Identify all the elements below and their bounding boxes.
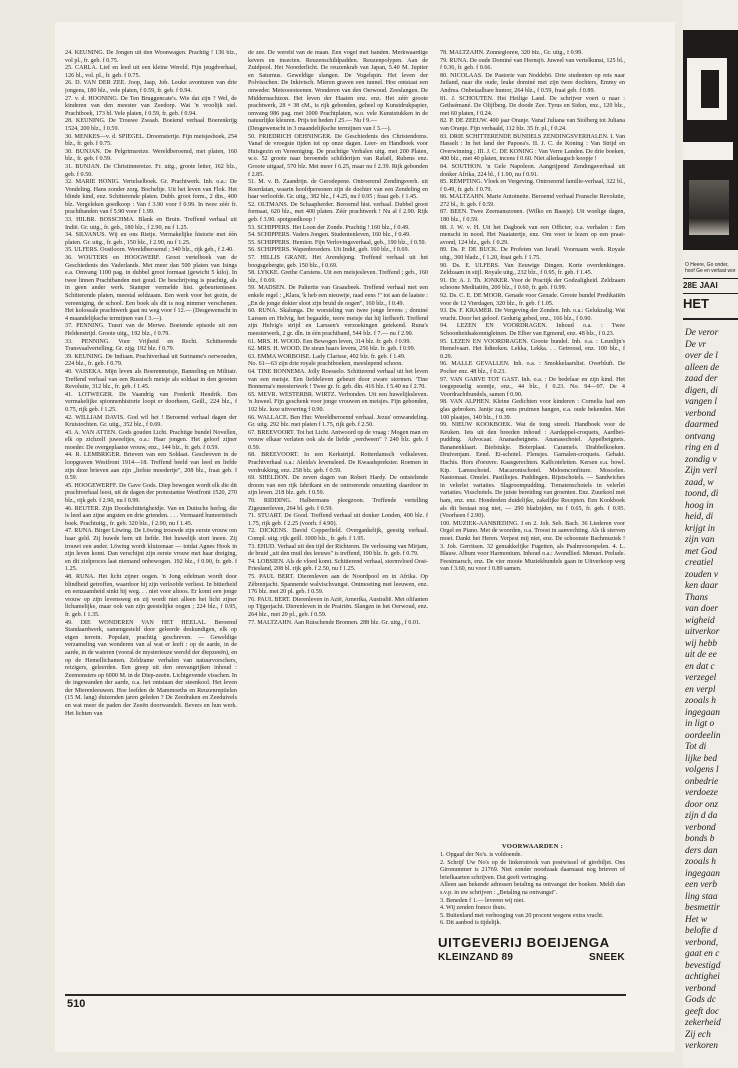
catalogue-entry: 47. RUNA. Birger Löwing. De Löwing trouwde zijn eerste vrouw om haar geld. Zij huwde hem uit liefde. Het huwelijk stort ineen. Zij trouwt een ander. Löwing wordt kluizenaar — totdat Agnes Hook in zijn leven komt. Dan verschijnt zijn eerste vrouw met haar dreiging, en dit zielproces laat niemand onbewogen. 192 blz., f 0.90, fr. geb. f 1.25. (65, 528, 237, 573)
condition-item: 6. Dit aanbod is tijdelijk. (440, 920, 502, 927)
catalogue-entry: 90. Ds. E. ULFERS. Van Eeuwige Dingen. Korte overdenkingen. Zeldzaam in stijl. Royale uitg., 232 blz., f 0.95, fr. geb. f 1.45. (440, 262, 625, 277)
catalogue-entry: 45. HOOGEWERFF. De Gave Gods. Diep bewogen wordt elk die dit prachtverhaal leest, uit de dagen der protestantse Westfront 1520, 270 blz., rijk geb. f 2.90, nu f 0.99. (65, 482, 237, 505)
condition-item: Alleen aan bekende adressen betaling na ontvangst der boeken. Meldt dan s.v.p. in uw schrijven : „Betaling na ontvangst". (440, 882, 625, 896)
adjacent-text-line: gaat en c (685, 949, 720, 959)
catalogue-entry: 79. RUNA. De oude Dominé van Hornsjö. Juweel van vertelkunst, 125 bl., f 0.36, fr. geb. f 0.66. (440, 57, 625, 72)
adjacent-text-line: oordeelin (685, 730, 721, 741)
ad-caption: O Heere, Go onder, hoof Ge en verlaat wor (685, 262, 736, 274)
catalogue-entry: 54. SCHIPPERS. Vaders Jongen. Studentenleven, 160 blz., f 0.49. (248, 232, 411, 239)
adjacent-text-line: lijke bed (685, 753, 718, 764)
ad-band (683, 142, 733, 160)
catalogue-entry: 43. A. VAN ATTEN. Gods gouden Licht. Prachtige bundel Novellen, elk op zichzelf juweeltjes, o.a.: Haar jongen. Het geloof zijner moeder. De overgeplaatse vrouw, enz., 144 blz., fr. geb. f 0.59. (65, 429, 237, 451)
catalogue-entry: 85. RÉMPTING. Vloek en Vergeving. Ontroerend familie-verhaal, 322 bl., f 0.49, fr. geb. f 0.79. (440, 179, 625, 193)
adjacent-text-line: zaad der (685, 374, 718, 384)
catalogue-entry: 73. EHUD. Verhaal uit den tijd der Richteren. De verlossing van Mirjam, de bruid „uit den muil des leeuws" is treffend, 190 blz. fr. geb. f 0.79. (248, 543, 428, 558)
adjacent-text-line: zekerheid (685, 1018, 721, 1028)
catalogue-entry: 83. DRIE SCHITTERENDE BUNDELS ZENDINGSVERHALEN. I. Van Hasselt : In het land der Papoea's. II. J. C. de Koning : Van Strijd en Overwinning ; III. J. C. DE KONING : Van Verre Landen. De drie boeken, 400 blz., met 40 platen, incens f 0.60. Niet alledaagsch koopje ! (440, 133, 625, 163)
adjacent-text-line: ingegaan (685, 868, 720, 879)
catalogue-entry: 65. MEVR. WESTERBR. WIRTZ. Verbonden. Uit een huwelijksleven. 'n Juweel. Fijn geschenk voor jonge vrouwen en meisjes. Fijn gebonden, 102 blz. luxe uitvoering f 0.90. (248, 391, 428, 413)
adjacent-text-line: bevestigd (685, 960, 721, 971)
catalogue-entry: 94. LEZEN EN VOORDRAGEN. Inhoud o.a. : Twee Schoonheidsakonnigleinen. De Elber van Egmond, enz. 48 blz., f 0.23. (440, 323, 625, 337)
adjacent-page-strip (683, 0, 738, 1068)
adjacent-text-line: verkoren (685, 1041, 718, 1051)
adjacent-text-line: verbond (685, 983, 716, 994)
adjacent-text-line: Het w (685, 914, 708, 925)
catalogue-entry: 70. RIDDING. Halbermans pleegzoon. Treffende vertelling Zigeunerleven, 264 bl. geb. f 0.59. (248, 498, 428, 512)
adjacent-text-line: geeft doc (685, 1006, 720, 1017)
adjacent-text-line: achtighei (685, 972, 720, 982)
adjacent-text-line: Gods dc (685, 995, 716, 1005)
catalogue-entry: (Desgewenscht in 3 maandelijksche termijnen van f 3.—). (248, 125, 392, 132)
adjacent-text-line: bonds b (685, 834, 715, 844)
catalogue-entry: 56. SCHIPPERS. Wapenbroeders. Uit Indië, geb. 160 blz., f 0.69. (248, 247, 410, 254)
publisher-city: SNEEK (589, 952, 625, 963)
footer-rule (65, 994, 626, 996)
condition-item: 5. Buitenland met verhooging van 20 procent wegens extra vracht. (440, 912, 604, 919)
adjacent-text-line: met God (685, 546, 718, 557)
adjacent-text-line: zaad, w (685, 477, 714, 488)
catalogue-entry: 59. MADSEN. De Paltertie van Graaubeek. Treffend verhaal met een enkele regel : „Klara, 'k heb een nieuwtje, raad eens !" tot aan de laatste : „En de jonge dokter sloot zijn bruid de oogen", 160 blz., f 0.49. (248, 285, 428, 307)
publisher-address: KLEINZAND 89 (438, 952, 514, 963)
adjacent-text-line: ders dan (685, 845, 718, 856)
catalogue-entry: 57. HILLIS GRANE. Het Arendsjong. Treffend verhaal uit het boogsgebergte, geb. 150 blz., f 0.69. (248, 255, 428, 269)
catalogue-entry: 25. CARLA. Lief en leed uit een kleine Wereld. Fijn jeugdverhaal, 126 bl., vol. pl., fr. geb. f 0.75. (65, 65, 237, 79)
catalogue-entry: 51. M. v. B. Zaandrijn. de Gerodepene. Ontroerend Zendingsverh. uit Roerdatan, waarin hoofdpersonen zijn de dochter van een Zendeling en haar verloofde. Gr. uitg., 382 blz., f 4.25, nu f 0.95 ; fraai geb. f 1.45. (248, 179, 428, 201)
catalogue-entry: 42. WILLIAM DAVIS. God wil het ! Beroemd verhaal dagen der Kruistochten. Gr. uitg., 352 blz., f 0.69. (65, 414, 237, 429)
adjacent-text-line: zijn d da (685, 811, 718, 821)
adjacent-text-line: volgens l (685, 765, 719, 775)
catalogue-entry: 92. Ds. C. E. DE MOOR. Genade voor Genade. Groote bundel Predikatiën voor de 12 Vierdagen, 320 blz., fr. geb. f 1.05. (440, 293, 625, 307)
catalogue-entry: 80. NICOLAAS. De Pastorie van Noddebö. Drie studenten op reis naar Jutland, naar die oude, leuke dominé met zijn twee dochters, Emmy en Andrea. Onbetaalbare humor, 264 blz., f 0.59, fraai geb. f 0.89. (440, 72, 625, 94)
catalogue-page (55, 22, 675, 1052)
ad-letter-shape (687, 58, 727, 120)
catalogue-entry: 36. WOUTERS en HOOGWERF. Groot vertelboek van de Geschiedenis des Vaderlands. Met meer dan 500 platen van Isings e.a. Omvang 1100 pag. in dubbel groot formaat (gewicht 5 kilo). In twee linnen Prachtbanden met goud. De beschrijving is prachtig, als in geen ander werk. Stamper vermelde hist. gebeurtenissen. Schitterende platen, meestal seldzaam. Een werk voor het gezin, de vereeniging, de school. Een boek als dit is nog nimmer verschenen. Het kolossale prachtwerk gaat nu weg voor f 12.— (Desgewenscht in 4 maandelijksche termijnen van f 3.—). (65, 255, 237, 322)
catalogue-entry: 68. BREEVOORT. In een Kerkstrijd. Rotterdamsch volksleven. Prachtverhaal o.a.: Aleida's levensleed. De Kwaadsprekster. Roemen in verdrukking, enz. 258 blz. geb. f 0.59. (248, 452, 428, 474)
adjacent-text-line: creatiel (685, 558, 714, 568)
adjacent-text-line: zondig v (685, 454, 717, 465)
masthead-year: 28E JAAI (683, 278, 738, 294)
adjacent-text-line: van doer (685, 604, 719, 614)
adjacent-text-line: Zij ech (685, 1029, 711, 1040)
catalogue-entry: 34. SILVANUS. Wij en ons Rietje. Vermakelijke historie met één platen. Gr. uitg., fr. geb., 150 blz., f 2.90, nu f 1.25. (65, 232, 237, 246)
column-2 (248, 50, 428, 990)
adjacent-text-line: uitverkor (685, 627, 720, 637)
column-1 (65, 50, 237, 990)
catalogue-entry: 61. MRS. H. WOOD. Een Bewogen leven, 314 blz. fr. geb. f 0.99. (248, 338, 411, 345)
adjacent-text-line: en dat c (685, 661, 715, 672)
catalogue-entry: 96. MALLE GEVALLEN. Inh. o.a. : Smokkelaarslist. Overbluft. De Pocher enz. 48 blz., f 0.23. (440, 361, 625, 375)
condition-item: 1. Opgaaf der No's. is voldoende. (440, 852, 522, 858)
masthead-rule (683, 318, 738, 320)
adjacent-text-line: ling staa (685, 891, 718, 902)
adjacent-text-line: toond, di (685, 489, 719, 499)
condition-item: 2. Schrijf Uw No's op de linkerstrook van postwissel of girobiljet. Ons Gironummer is 21769. Niet zonder noodzaak daarnaast nog brieven of briefkaarten schrijven. Dat geeft vertraging. (440, 859, 625, 881)
catalogue-entry: 71. STUART. De Good. Treffend verhaal uit donker Londen, 400 blz. f 1.75, rijk geb. f 2.25 (voorh. f 4.90). (248, 513, 428, 527)
catalogue-entry: 69. SHELDON. De zeven dagen van Robert Hardy. De ontstelende droom van een rijk fabrikant en de ontroerende omzetting daardoor in zijn leven. 218 blz. geb. f 0.59. (248, 475, 428, 497)
adjacent-text-line: besmettir (685, 903, 720, 913)
catalogue-entry: 75. PAUL BERT. Dierenleven aan de Noordpool en in Afrika. Op Zèbrenjacht. Spannende walvischvangst. Ontmoeting met leeuwen, enz. 176 blz. met 20 pl. geb. f 0.59. (248, 573, 428, 596)
catalogue-entry: 52. OLTMANS. De Schaapherder. Beroemd hist. verhaal. Dubbel groot formaat, 620 blz., met 400 platen. Zéér prachtwerk ! Nu al f 2.90. Rijk geb. f 3.90. spotgoedkoop ! (248, 201, 428, 224)
catalogue-entry: 63. EMMA WORBOISE. Lady Clarisse, 402 blz. fr. geb. f 1.49. (248, 353, 406, 360)
adjacent-text-line: een verb (685, 880, 718, 890)
adjacent-text-line: Thans (685, 592, 708, 603)
catalogue-entry: 89. Ds. P. DE BUCK. De Profeten van Israël. Voornaam werk. Royale uitg., 360 bladz., f 1.20, fraai geb. f 1.75. (440, 247, 625, 262)
adjacent-text-line: en verpl (685, 684, 716, 695)
catalogue-entry: 91. Dr. A. J. Th. JONKER. Voor de Practijk der Godzaligheid. Zeldzaam schoone Meditatiën, 200 blz., f 0.60, fr. geb. f 0.99. (440, 277, 625, 292)
catalogue-entry: 72. DICKENS. David Copperfield. Overgankelijk, geestig verhaal. Compl. uitg. rijk geill. 1000 blz., fr. geb. f 1.95. (248, 528, 428, 542)
catalogue-entry: No. 61—63 zijn drie royale prachtboeken, meeslepend schoon. (248, 361, 403, 368)
adjacent-text-line: wigheid (685, 615, 715, 626)
page-number: 510 (67, 998, 86, 1010)
column-3 (440, 50, 625, 870)
adjacent-text-line: verdoeze (685, 788, 718, 798)
catalogue-entry: 46. REUTER. Zijn Doodschitteigheidje. Van en Duitsche herlog, die is leed aan zijne angsten en drie grienden. . . . Vermaard humoristisch boek. Prachtuitg., fr. geb. 320 blz., f 2.90, nu f 1.45. (65, 505, 237, 527)
adjacent-page-text (685, 328, 738, 1053)
catalogue-entry: 28. KEUNING. De Trouwe Zwaab. Boeiend verhaal Boerenkrijg 1524, 200 blz., f 0.59. (65, 118, 237, 132)
catalogue-entry: 53. SCHIPPERS. Het Loon der Zonde. Prachtig ! 160 blz., f 0.49. (248, 224, 410, 231)
catalogue-entry: 32. MARIE HONIG. Vertelselboek. Gr. Prachtwerk. Inh. o.a.: De Vondeling. Hans zonder zorg. Bocheltje. Uit het leven van Flok. Het blinde kind, enz. Schitterende platen. Dubb. groot form., 2 din., 400 blz. Vergeleken goedkoop : Van f 3.90 voor f 0.99. In twee zéér fr. prachtbanden van f 5.90 voor f 1.99. (65, 179, 237, 216)
catalogue-entry: 31. BUNJAN. De Christinnereize. Fr. uitg., groote letter, 162 blz., geb. f 0.50. (65, 163, 237, 178)
ad-photo (689, 180, 729, 235)
conditions-heading: VOORWAARDEN : (501, 843, 564, 850)
adjacent-text-line: De veror (685, 328, 719, 338)
catalogue-entry: 44. R. LEMBRIGER. Brieven van een Soldaat. Geschreven in de loopgraven Westfront 1914—18. Treffend beeld van leed en liefde zijn deze brieven aan zijn „liefste moedertje", 208 blz., fraai geb. f 0.59. (65, 452, 237, 482)
catalogue-entry: 37. PENNING. Trasri van de Merwe. Boeiende episode uit een Heldenstrijd. Groote uitg., 192 blz., f 0.79. (65, 323, 237, 337)
catalogue-entry: 27. v. d. HOONING. De Ten Bruggencate's. Wie dat zijn ? Wel, de kinderen van den meester van Zeedorp. Wat 'n vroolijk stel. Prachtboek, 173 bl. Vele platen, f 0.59, fr. geb. f 0.94. (65, 95, 237, 117)
catalogue-entry: 88. J. W. v. H. Uit het Dagboek van een Officier, o.a. verhalen : Een menschi in nood. Het Naaiatertje, enz. Om voor te lezen op een praat-avond, 124 blz., geb. f 0.29. (440, 224, 625, 246)
condition-item: 4. Wij zenden franco thuis. (440, 905, 507, 912)
catalogue-entry: 66. WALLACE. Ben Hur. Wereldberoemd verhaal. Jezus' omwandeling. Gr. uitg. 292 blz. met platen f 1.75, rijk geb. f 2.50. (248, 414, 428, 429)
adjacent-text-line: Tot di (685, 742, 707, 752)
catalogue-entry: 41. LOTWEGER. De Vaandrig van Frederik Hendrik. Een vermakelijke spionnenhistorie loopt er doorheen, Geill., 224 blz., f 0.75, rijk geb. f 1.25. (65, 391, 237, 413)
adjacent-text-line: heid, di (685, 512, 714, 522)
catalogue-entry: 50. FRIEDRICH OEHNINGER. De Geschiedenis des Christendoms. Vanaf de vroegste tijden tot op onze dagen. Leer- en Handboek voor Huisgezin en Vereeniging. De prachtige Verhalen uitg. met 200 Platen, w.o. 52 groote naar beroemde schilderijen van Rafaël, Rubens enz. Groote uitgaaf, 570 blz. Met meer f 6.25, maar nu f 2.39. Rijk gebonden f 2.85. (248, 133, 428, 178)
catalogue-entry: 67. BREEVOORT. Tot het Licht. Antwoord op de vraag : Mogen man en vrouw elkaar verlaten ook als de liefde „verdween" ? 240 blz. geb. f 0.59. (248, 429, 428, 451)
adjacent-text-line: ken daar (685, 581, 719, 591)
adjacent-text-line: onbedrie (685, 776, 719, 787)
adjacent-text-line: uit de ee (685, 650, 717, 660)
catalogue-entry: 97. VAN GARVE TOT GAST. Inh. o.a. : De bedelaar en zijn kind. Het toegepeuelig soontje, enz., 44 blz., f 0.23. No. 94—97. De 4 Voordrachtbundels, samen f 0.90. (440, 376, 625, 398)
adjacent-text-line: verbond (685, 408, 716, 419)
catalogue-entry: 78. MALTZAHN. Zonneglorен, 320 blz., Gr. uitg., f 0.99. (440, 50, 583, 56)
catalogue-entry: 95. LEZEN EN VOORDRAGEN. Groote bundel. Inh. o.a. : Leunlijn's Hemelvaart. Het lidteeken. Lekka, Lekka. . . Getroosd, enz. 100 blz., f 0.29. (440, 338, 625, 360)
catalogue-entry: 74. LOBSIEN. Als de vloed komt. Schitterend verhaal, stormvloed Oost-Friesland, 208 bl. rijk geb. f 2.50, nu f 1.25. (248, 558, 428, 573)
adjacent-text-line: zouden v (685, 569, 719, 580)
catalogue-entry: 84. SOUTHON. 'n Gele Napoleon. Aangrijpend Zendingaverhaal uit donker Afrika, 224 bl., f 1.90, nu f 0.91. (440, 163, 625, 178)
catalogue-entry: 30. BUNJAN. De Pelgrimsreize. Wereldberoemd, met platen, 160 blz., fr. geb. f 0.59. (65, 148, 237, 163)
adjacent-text-line: wij hebb (685, 638, 718, 649)
catalogue-entry: 82. P. DE ZEEUW. 400 jaar Oranje. Vanaf Juliana van Stolberg tot Juliana van Oranje. Fijn verhaald, 112 blz. 35 fr. pl., f 0.24. (440, 118, 625, 132)
catalogue-entry: 77. MALTZAHN. Aan Ruischende Bronnen. 288 blz. Gr. uitg., f 0.01. (248, 619, 421, 626)
adjacent-text-line: zooals h (685, 857, 716, 867)
catalogue-entry: 99. NIEUW KOOKBOEK. Wat de tong streelt. Handboek voor de Keuken. Iets uit den breeden inhoud : Aardappel-croquets, Aardbei-pudding. Advocaat. Ananasbeignets. Ananasschotel. Appelbeignets. Bananenklaart. Biefstukje. Boterplaat. Caramels. Drabbelkoeken. Druivenjam. Eend. Ei-schotel. Flensjes. Garnalen-croquets. Gehakt. Hachis. Hors d'oeuvre. Kaasgerechten. Kalfcoteletten. Kersen e.a. bowl. Kip. Lamsschotel. Macaronischotel. Meloenconfiture. Moscelen. Nastomaat. Omelet. Pastiliejes. Puddingen. Rijstschotels. — Sandwiches in velerlei variaties. Slagroompudding. Tomatenschotels in velerlei variaties. Visschotels. De juiste bereiding van groenten. Enz. Zuurkool met ham, enz. enz. Honderden duidelijke, zakelijke Recepten. Een Kookboek als dit bestaat nog niet, — 290 bladzijden, nu f 0.65, fr. geb. f 0.95. (Voorheen f 2.90). (440, 422, 625, 520)
adjacent-text-line: hoog in (685, 500, 714, 511)
adjacent-text-line: verbond, (685, 937, 719, 948)
publisher-name: UITGEVERIJ BOEIJENGA (438, 935, 610, 950)
catalogue-entry: 26. D. VAN DER ZEE. Joop, Jaap, Job. Leuke avonturen van drie jongens, 180 blz., vele platen, f 0.59, fr. geb. f 0.94. (65, 80, 237, 94)
catalogue-entry: 86. MALTZAHN. Marie Antoinette. Beroemd verhaal Fransche Revolutie, 272 bl., fr. geb. f 0.59. (440, 194, 625, 208)
conditions-list (440, 852, 625, 928)
catalogue-entry: 62. MRS. H. WOOD. De steun haars levens, 256 blz. fr. geb. f 0.99. (248, 346, 416, 353)
condition-item: 3. Beneden f 1.— leveren wij niet. (440, 897, 525, 904)
catalogue-entry: 55. SCHIPPERS. Hemien. Fijn Verlovingsverhaal, geb., 190 blz., f 0.59. (248, 239, 427, 246)
adjacent-text-line: door onz (685, 799, 719, 810)
catalogue-entry: 98. VAN ALPHEN. Kleine Gedichten voor kinderen : Cornelia had een glas gebroken. Jantje zag eens pruimen hangen, e.a. oude bekenden. Met 100 plaatjes, 140 blz., f 0.39. (440, 399, 625, 421)
adjacent-text-line: ring en d (685, 443, 719, 453)
catalogue-entry: 93. Ds. F. KRAMER. De Vergeving der Zonden. Inh. o.a.: Gelukzalig. Wat vrucht. Door het geloof. Gedurig gebed, enz., 166 blz., f 0.90. (440, 308, 625, 322)
adjacent-text-line: zooals h (685, 696, 716, 706)
adjacent-text-line: Zijn verl (685, 466, 718, 476)
masthead-title: HET (683, 296, 709, 311)
catalogue-entry: 64. TINE BONNEMA. Jolly Roesselo. Schitterend verhaal uit het leven van een meisje. Een liefdeleven gebeurt door zware stormen. 'Tine Bonnema's meesterwerk ! Twee gr. fr. geb. dln. 416 blz. f 5.40 nu f 2.70. (248, 368, 428, 391)
catalogue-entry: 49. DIE WONDEREN VAN HET HEELAL. Beroemd Standaardwerk, samengesteld door geleerde deskundigen, elk op eigen terrein. Populair, prachtig geschreven. — Geweldige verzameling van wonderen van al wat er leeft : op de aarde, in de aarde, in de wateren (vooral de mysterieuze wereld der diepzeeën), en op de Hemellichamen. Zeldzame verhalen van natuurvorschers, reizigers, geleerden. Een greep uit den omvangrijken inhoud : Zeemonsters op 6000 M. in de Diep-zeeën. Lichtgevende visschen. In de ingewanden der aarde, o.a. het ontstaan der steenkool. Het leven der Mierenleeuwen. Hoe leefden de Mammoeths en Reuzenreptielen (15 M. lang) duizenden jaren geleden ? De Zeedraken en Zeeduivels en wat meer de paden der Zeeën doorwandelt. Bevers en hun werk. Het lichten van (65, 619, 237, 717)
catalogue-entry: de zee. De wereld van de maan. Een vogel met handen. Merkwaardige kevers en insecten. Reuzenschildpadden. Reuzenpolypen. Aan de Zuidpool. Het Noorderlicht. De reuzenkrab van Japan, 5.40 M. Jupiter en Saturnus. Geweldige slangen. De Vogelspin. Het leven der Polvisschen. De Inktvisch. Mieren graven een tunnel. Hoe ontstaat een onweder. Meteoorsteenen. Wonderen van den Oerwoud. Zeeslangen. De Middernachtzon. Het leven der Haaien enz. enz. Het zéér groote prachtwerk, 28 × 38 cM., is rijk gebonden, geheel op Kunstdrukpapier, omvang 986 pag. met 1000 Prachtplaten, w.o. vele Kunststukken in de natuurlijke kleuren. Prijs tot heden f 25.— Nu f 9.— (248, 50, 428, 125)
adjacent-text-line: vangen l (685, 397, 718, 407)
adjacent-text-line: verbond (685, 822, 716, 833)
adjacent-text-line: daarmed (685, 420, 719, 430)
adjacent-text-line: alleen de (685, 362, 720, 373)
catalogue-entry: 100. MUZIEK-AANBIEDING. I en 2. Joh. Seb. Bach. 36 Liederen voor Orgel en Piano. Met de woorden, o.a. Troost in aanvechting. Als ik sterven moet. Dankt het Heren. Verpest mij niet, enz. De schoonste Bachmuziek ! 3. Joh. Gerritsen. 32 gemakkelijke Fugetten, als Psalmvoorspelen. 4. L. Blauw. Album voor Harmonium. Inhoud o.a.: Avondlied. Menuet. Prelude. Feestmarsch, enz. De vier mooie Muziekbundels gaan in Uitverkoop weg van f 3.60, nu voor f 0.89 samen. (440, 520, 625, 573)
catalogue-entry: 48. RUNA. Het licht zijner oogen. 'n Jong edelman wordt door blindheid getroffen, waardoor hij zijn verloofde verliest. In bitterheid en eenzaamheid sinkt hij weg. . . niet voor altoos. Er komt een jonge vrouw op zijn levensweg en zij wordt niet alleen het licht zijner lichamelijke, maar ook van zijn geestelijke oogen ; 224 blz., f 0.95, fr. geb. f 1.35. (65, 573, 237, 618)
catalogue-entry: 30. MENKES—v. d. SPIEGEL. Droomsterije. Fijn meisjesboek, 254 blz., fr. geb. f 0.75. (65, 133, 237, 148)
catalogue-entry: 39. KEUNING. De Indiaan. Prachtverhaal uit Suriname's oerwouden, 224 blz., fr. geb. f 0.79. (65, 353, 237, 368)
adjacent-text-line: ingegaan (685, 707, 720, 718)
adjacent-text-line: zijn van (685, 535, 715, 545)
catalogue-entry: 35. ULFERS. Oostloorn. Wereldberoemd ; 340 blz., rijk geb., f 2.40. (65, 247, 234, 254)
catalogue-entry: 58. LYKKE. Grethe Carstens. Uit een meisjesleven. Treffend ; geb., 160 blz., f 0.69. (248, 270, 428, 284)
catalogue-entry: 60. RUNA. Skalunga. De worsteling van twee jonge levens ; dominé Larssen en Helvig, het begaafde, teere meisje dat hij liefheeft. Treffend zijn Helvig's strijd en Larssen's verzoekingen getekend. Runa's meesterwerk, 2 gr. dln. in één prachtband, 544 blz. f 7.— nu f 2.90. (248, 308, 428, 337)
catalogue-entry: 33. PENNING. Voor Vrijheid en Recht. Schitterende Transvaalvertelling. Gr. zijg. 192 blz. f 0.79. (65, 338, 237, 353)
catalogue-entry: 81. J. SCHOUTEN. Het Heilige Land. De schrijver voert u naar : Gethsémané. De Olijfberg. De doode Zee. Tyrus en Sidon, enz., 120 blz., met 60 platen, f 0.24. (440, 95, 625, 117)
catalogue-entry: 33. HILBR. BOSSCHMA. Blank en Bruin. Treffend verhaal uit Indië. Gr. uitg., fr. geb., 180 blz., f 2.90, nu f 1.25. (65, 217, 237, 231)
adjacent-text-line: verzegel (685, 673, 717, 683)
catalogue-entry: 87. BEEN. Twee Zeemanszonen. (Wilko en Baasje). Uit woelige dagen, 180 blz., f 0.59. (440, 209, 625, 224)
adjacent-text-line: over de l (685, 351, 718, 361)
adjacent-text-line: in ligt o (685, 719, 715, 729)
catalogue-entry: 24. KEUNING. De Jongen uit den Woonwagen. Prachtig ! 136 blz., vol pl., fr. geb. f 0.75. (65, 50, 237, 64)
catalogue-entry: 76. PAUL BERT. Dierenleven in Azië, Amerika, Australië. Met olifanten op Tijgerjacht. Dierenleven in de Prairiën. Slangen in het Oerwoud, enz. 264 blz., met 29 pl., geb. f 0.59. (248, 596, 428, 618)
adjacent-text-line: digen, di (685, 385, 718, 396)
advertisement-image (683, 30, 738, 250)
adjacent-text-line: ontvang (685, 431, 716, 442)
adjacent-text-line: belofte d (685, 926, 718, 936)
adjacent-text-line: De vr (685, 339, 707, 350)
adjacent-text-line: krijgt in (685, 523, 715, 534)
catalogue-entry: 40. VAISEKA. Mijn leven als Boerenmeisje, Banneling en Militair. Treffend verhaal van een Russisch meisje als soldaat in den grooten Revolutie, 312 blz., fr. geb. f 1.45. (65, 368, 237, 391)
